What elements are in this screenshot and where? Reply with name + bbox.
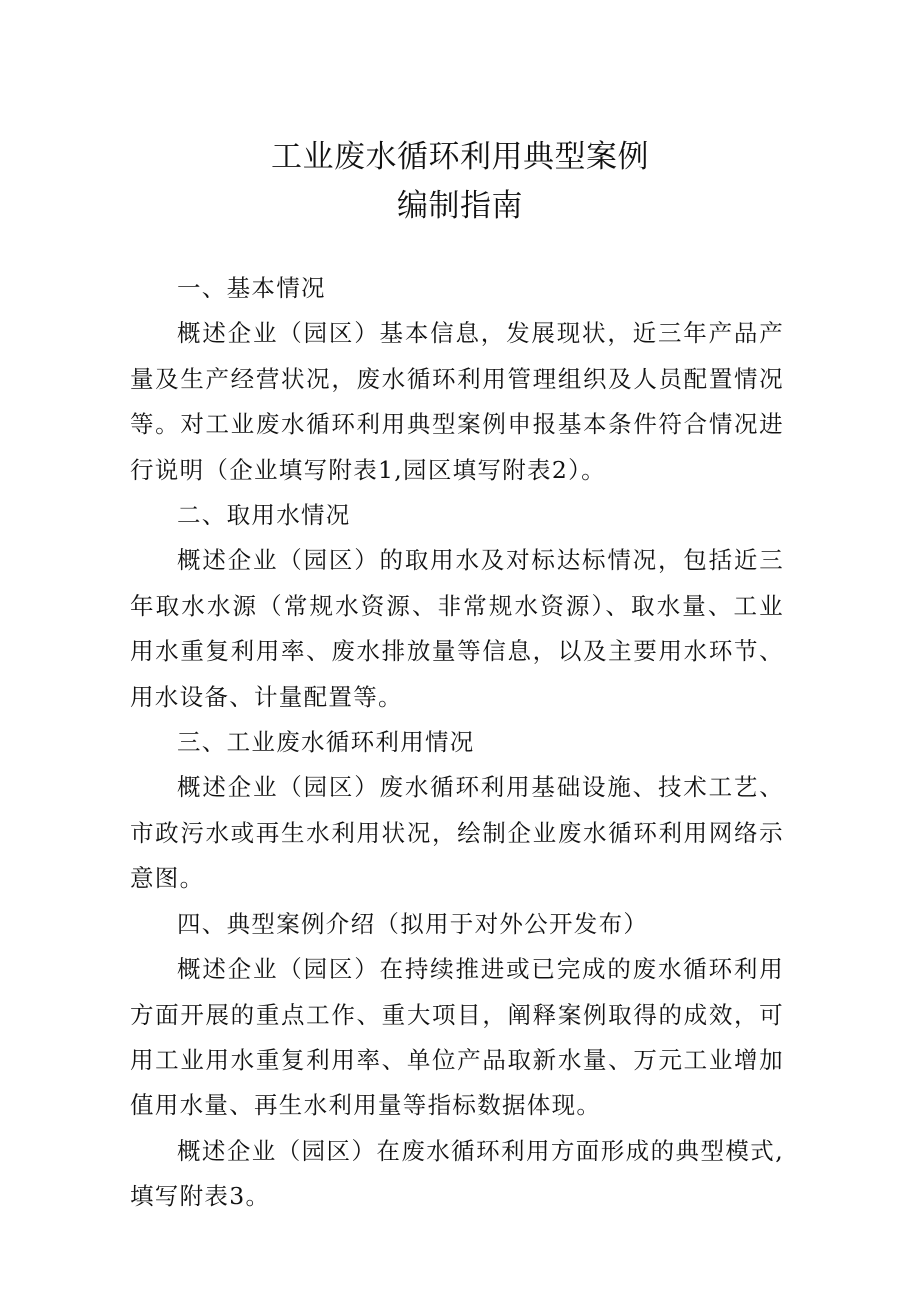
section-heading-water-use: 二、取用水情况 xyxy=(177,501,351,530)
section-paragraph-wastewater-recycling: 概述企业（园区）废水循环利用基础设施、技术工艺、市政污水或再生水利用状况，绘制企业废水循环利用网络示意图。 xyxy=(130,773,784,893)
section-paragraph-case-introduction-2: 概述企业（园区）在废水循环利用方面形成的典型模式,填写附表3。 xyxy=(130,1136,784,1211)
document-title-line2: 编制指南 xyxy=(397,188,523,224)
section-paragraph-case-introduction-1: 概述企业（园区）在持续推进或已完成的废水循环利用方面开展的重点工作、重大项目，阐释案例取得的成效，可用工业用水重复利用率、单位产品取新水量、万元工业增加值用水量、再生水利用量等指标数据体现。 xyxy=(130,955,784,1120)
document-title-line1: 工业废水循环利用典型案例 xyxy=(271,139,649,175)
section-heading-case-introduction: 四、典型案例介绍（拟用于对外公开发布） xyxy=(177,909,649,938)
section-heading-basic-info: 一、基本情况 xyxy=(177,274,326,302)
section-heading-wastewater-recycling: 三、工业废水循环利用情况 xyxy=(177,728,475,757)
section-paragraph-basic-info: 概述企业（园区）基本信息，发展现状，近三年产品产量及生产经营状况，废水循环利用管理组织及人员配置情况等。对工业废水循环利用典型案例申报基本条件符合情况进行说明（企业填写附表1,园区填写附表2）。 xyxy=(130,319,784,484)
document-body xyxy=(130,266,784,1220)
section-paragraph-water-use: 概述企业（园区）的取用水及对标达标情况，包括近三年取水水源（常规水资源、非常规水资源）、取水量、工业用水重复利用率、废水排放量等信息，以及主要用水环节、用水设备、计量配置等。 xyxy=(130,546,784,711)
